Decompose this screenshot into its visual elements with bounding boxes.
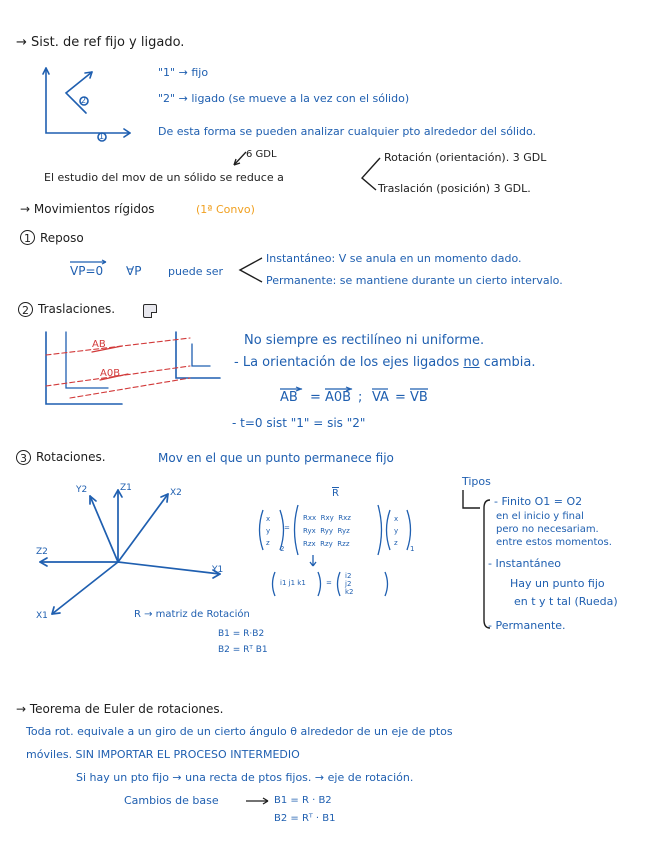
tipos-finito: - Finito O1 = O2: [494, 495, 583, 508]
matrix-row-3: [303, 538, 351, 551]
axis-y2: Y2: [76, 485, 88, 495]
tipos-bracket: [463, 490, 490, 628]
matrix-cell: Rxz: [338, 514, 351, 522]
eq-semicolon: ;: [358, 390, 363, 405]
axis-x1: X1: [36, 611, 48, 621]
basis-equals: =: [326, 579, 332, 587]
basis-right-i: i2: [345, 572, 352, 580]
eq-ab: AB: [280, 390, 298, 405]
tipos-finito-l3: pero no necesariam.: [496, 524, 599, 535]
basis-right: [345, 572, 354, 596]
euler-b2: B2 = Rᵀ · B1: [274, 813, 336, 824]
sketch-a0b: A0B: [100, 368, 121, 379]
gdl-arrow: [234, 152, 246, 165]
sticky-note-icon: [143, 304, 157, 318]
translation-sketch: [46, 332, 220, 404]
reposo-brace: [240, 258, 262, 282]
matrix-cell: Rzz: [337, 540, 350, 548]
frame-analysis: De esta forma se pueden analizar cualquier pto alrededor del sólido.: [158, 125, 537, 138]
axis-x2: X2: [170, 488, 182, 498]
vec-right-sub: 1: [410, 545, 415, 553]
matrix-row-1: [303, 512, 351, 525]
basis-k: k1: [297, 579, 306, 587]
basis-right-j: j2: [345, 580, 352, 588]
rigid-note: (1ª Convo): [196, 203, 255, 216]
reposo-permanente: Permanente: se mantiene durante un cierto intervalo.: [266, 274, 563, 287]
tipos-inst-l3: en t y t tal (Rueda): [514, 595, 618, 608]
t0-line: - t=0 sist "1" = sis "2": [232, 416, 366, 430]
rotaciones-title: Rotaciones.: [36, 450, 106, 464]
rotation-axes: [40, 490, 220, 614]
reposo-instantaneo: Instantáneo: V se anula en un momento dado.: [266, 252, 522, 265]
basis-j: j1: [288, 579, 296, 587]
basis-i: i1: [280, 579, 287, 587]
vec-left: [266, 513, 270, 549]
tipos-inst-l2: Hay un punto fijo: [510, 577, 605, 590]
euler-p2: móviles. SIN IMPORTAR EL PROCESO INTERMEDIO: [26, 748, 300, 761]
euler-p3: Si hay un pto fijo → una recta de ptos fijos. → eje de rotación.: [76, 771, 414, 784]
tipos-permanente: - Permanente.: [488, 619, 566, 632]
tipos-finito-l2: en el inicio y final: [496, 511, 584, 522]
axis-z2: Z2: [36, 547, 48, 557]
euler-p1: Toda rot. equivale a un giro de un cierto ángulo θ alrededor de un eje de ptos: [26, 725, 453, 738]
matrix-cell: Rzx: [303, 540, 316, 548]
r-definition: R → matriz de Rotación: [134, 609, 250, 620]
rotaciones-def: Mov en el que un punto permanece fijo: [158, 451, 394, 465]
header-title: → Sist. de ref fijo y ligado.: [16, 35, 185, 50]
vec-right: [394, 513, 398, 549]
eq-equals-2: =: [395, 390, 406, 405]
orientacion-pre: - La orientación de los ejes ligados: [234, 355, 460, 370]
matrix-body: [303, 512, 351, 551]
tipos-instantaneo: - Instantáneo: [488, 557, 561, 570]
rot-b2: B2 = Rᵀ B1: [218, 645, 268, 655]
euler-title: → Teorema de Euler de rotaciones.: [16, 702, 224, 716]
rot-b1: B1 = R·B2: [218, 629, 265, 639]
matrix-cell: Ryx: [303, 527, 316, 535]
sketch-ab: AB: [92, 339, 106, 350]
matrix-equals: =: [284, 524, 290, 532]
reposo-cond-forall: ∀P: [126, 264, 142, 278]
orientacion-line: [234, 356, 535, 369]
reposo-cond-vp: VP=0: [70, 264, 104, 278]
eq-a0b: A0B: [325, 390, 352, 405]
no-siempre: No siempre es rectilíneo ni uniforme.: [244, 333, 485, 348]
eq-vb: VB: [410, 390, 428, 405]
gdl-traslacion: Traslación (posición) 3 GDL.: [378, 182, 531, 195]
reposo-title: Reposo: [40, 231, 84, 245]
frame-label-1: 1: [99, 132, 105, 141]
axis-y1: Y1: [212, 565, 224, 575]
tipos-finito-l4: entre estos momentos.: [496, 537, 612, 548]
tipos-title: Tipos: [462, 475, 491, 488]
matrix-cell: Ryy: [320, 527, 334, 535]
matrix-row-2: [303, 525, 351, 538]
gdl-lead: El estudio del mov de un sólido se reduce a: [44, 171, 284, 184]
section-number-3: 3: [16, 450, 31, 465]
basis-left: [280, 580, 306, 587]
axis-z1: Z1: [120, 483, 132, 493]
vec-left-x: x: [266, 515, 271, 523]
vec-right-y: y: [394, 527, 399, 535]
traslaciones-title: Traslaciones.: [38, 302, 116, 316]
frame-fijo: "1" → fijo: [158, 66, 209, 79]
vec-left-y: y: [266, 527, 271, 535]
section-number-1: 1: [20, 230, 35, 245]
euler-cambios: Cambios de base: [124, 794, 219, 807]
orientacion-post: cambia.: [483, 355, 536, 370]
gdl-rotacion: Rotación (orientación). 3 GDL: [384, 151, 547, 164]
basis-right-k: k2: [345, 588, 354, 596]
rigid-title: → Movimientos rígidos: [20, 202, 155, 216]
orientacion-no: no: [463, 355, 480, 370]
matrix-cell: Rxy: [320, 514, 334, 522]
vec-right-x: x: [394, 515, 399, 523]
frame-sketch: [43, 68, 130, 141]
vec-left-z: z: [266, 539, 270, 547]
matrix-cell: Rzy: [320, 540, 333, 548]
matrix-r-label: $\overline{R}$: [332, 488, 339, 499]
vec-right-z: z: [394, 539, 398, 547]
eq-equals-1: =: [310, 390, 321, 405]
vec-left-sub: 2: [280, 545, 285, 553]
frame-ligado: "2" → ligado (se mueve a la vez con el sólido): [158, 92, 410, 105]
frame-label-2: 2: [81, 96, 87, 105]
gdl-six: 6 GDL: [246, 149, 277, 160]
reposo-puede: puede ser: [168, 265, 223, 278]
section-number-2: 2: [18, 302, 33, 317]
eq-va: VA: [372, 390, 389, 405]
matrix-cell: Ryz: [337, 527, 350, 535]
euler-b1: B1 = R · B2: [274, 795, 332, 806]
matrix-cell: Rxx: [303, 514, 317, 522]
